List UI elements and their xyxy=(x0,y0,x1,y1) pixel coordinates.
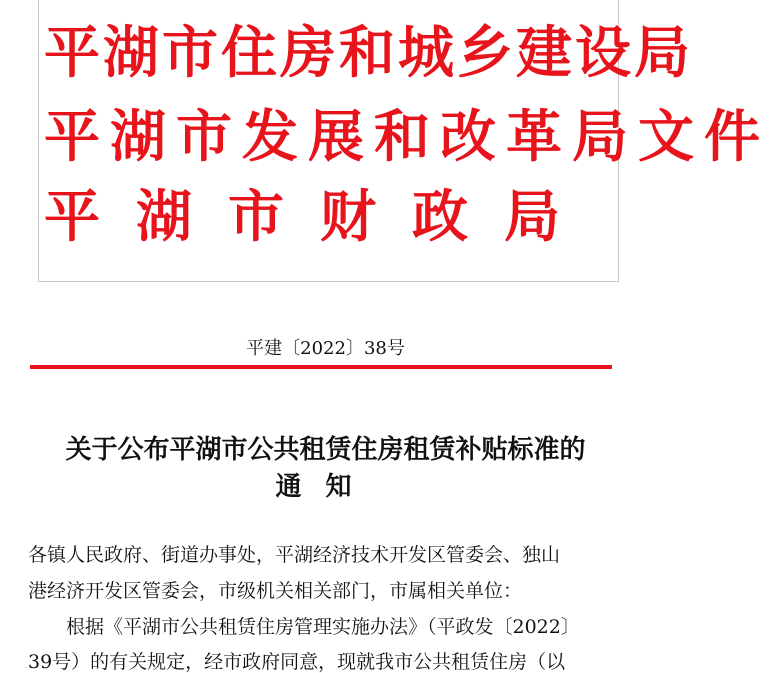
body-text-line: 港经济开发区管委会，市级机关相关部门，市属相关单位： xyxy=(28,580,523,602)
issuer-line-development-bureau: 平湖市发展和改革局文件 xyxy=(44,105,770,170)
body-text-line: 各镇人民政府、街道办事处，平湖经济技术开发区管委会、独山 xyxy=(28,544,561,566)
document-title-line-2: 通知 xyxy=(275,472,376,502)
body-text-line: 39号）的有关规定，经市政府同意，现就我市公共租赁住房（以 xyxy=(28,651,566,673)
document-title-line-1: 关于公布平湖市公共租赁住房租赁补贴标准的 xyxy=(65,435,586,465)
issuer-line-housing-bureau: 平湖市住房和城乡建设局 xyxy=(44,21,693,86)
red-divider-line xyxy=(30,365,612,369)
document-number: 平建〔2022〕38号 xyxy=(246,338,405,359)
issuer-line-finance-bureau: 平湖市财政局 xyxy=(44,185,596,250)
body-text-line: 根据《平湖市公共租赁住房管理实施办法》（平政发〔2022〕 xyxy=(66,616,580,638)
